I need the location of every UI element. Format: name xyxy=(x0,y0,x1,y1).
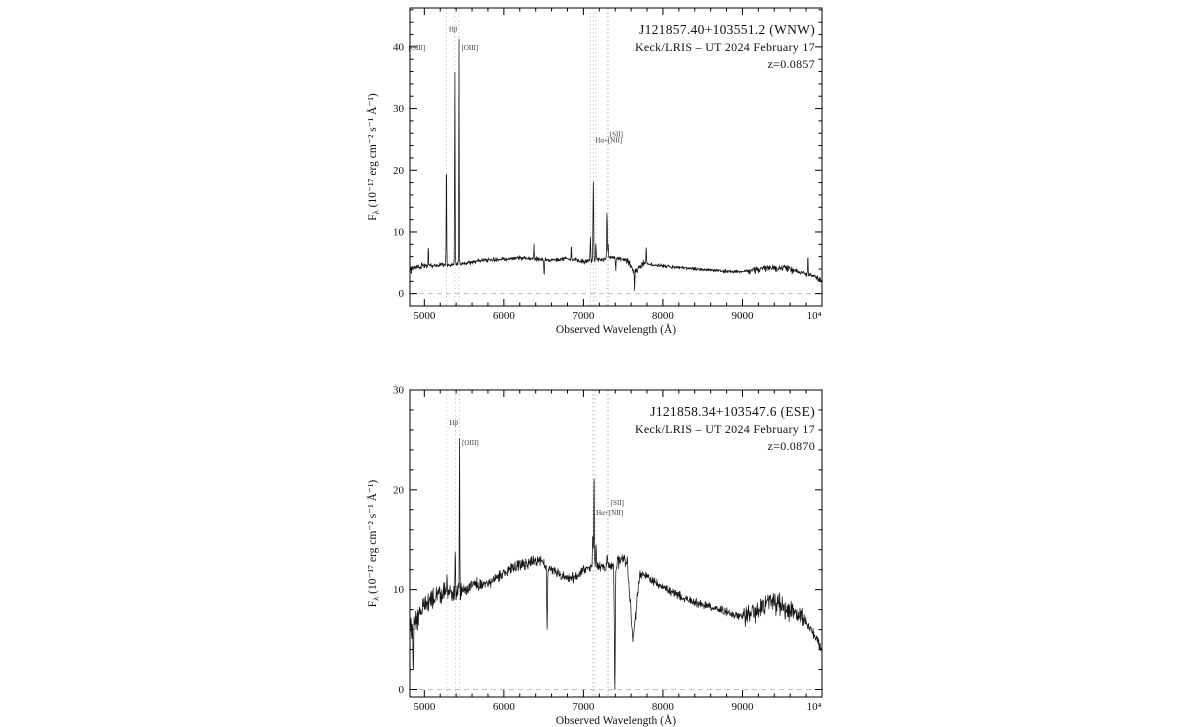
emission-line-label: Hα+[NII] xyxy=(596,508,624,517)
emission-line-label: Hβ xyxy=(448,25,458,34)
x-axis-label: Observed Wavelength (Å) xyxy=(555,324,677,336)
emission-line-label: Hβ xyxy=(449,418,459,427)
y-tick-label: 20 xyxy=(393,164,404,177)
y-tick-label: 10 xyxy=(393,226,404,239)
spectrum-trace xyxy=(410,39,822,291)
y-tick-label: 10 xyxy=(393,584,404,597)
spectrum-trace xyxy=(410,438,822,690)
x-tick-label: 8000 xyxy=(651,310,674,322)
x-axis-label: Observed Wavelength (Å) xyxy=(555,715,677,727)
plot-title: J121857.40+103551.2 (WNW) xyxy=(639,22,815,37)
x-tick-label: 5000 xyxy=(413,701,436,713)
x-tick-label: 9000 xyxy=(731,701,754,713)
spectrum-plot-ese xyxy=(360,380,840,727)
emission-line-label: Hα+[NII] xyxy=(595,136,623,145)
x-tick-label: 6000 xyxy=(492,310,515,322)
x-tick-label: 10⁴ xyxy=(806,701,822,713)
y-tick-label: 30 xyxy=(393,384,404,397)
x-tick-label: 7000 xyxy=(572,310,595,322)
emission-line-label: [OIII] xyxy=(461,43,479,52)
redshift-label: z=0.0857 xyxy=(767,57,815,71)
x-tick-label: 5000 xyxy=(413,310,436,322)
x-tick-label: 7000 xyxy=(572,701,595,713)
emission-line-label: [SII] xyxy=(610,498,624,507)
x-tick-label: 6000 xyxy=(492,701,515,713)
plot-subtitle: Keck/LRIS – UT 2024 February 17 xyxy=(634,40,815,54)
y-tick-label: 40 xyxy=(393,41,404,54)
y-tick-label: 20 xyxy=(393,484,404,497)
plot-frame xyxy=(410,390,822,697)
emission-line-label: [OIII] xyxy=(462,438,479,447)
emission-line-label: [SII] xyxy=(609,130,623,139)
spectrum-plot-wnw xyxy=(360,0,840,350)
redshift-label: z=0.0870 xyxy=(767,439,815,453)
y-axis-label: $F_\lambda$ (10⁻¹⁷ erg cm⁻² s⁻¹ Å⁻¹) xyxy=(367,479,381,608)
x-tick-label: 8000 xyxy=(651,701,674,713)
y-tick-label: 30 xyxy=(393,103,404,116)
y-tick-label: 0 xyxy=(398,288,404,301)
plot-title: J121858.34+103547.6 (ESE) xyxy=(650,404,815,419)
emission-line-label: [OIII] xyxy=(408,43,426,52)
plot-subtitle: Keck/LRIS – UT 2024 February 17 xyxy=(634,422,815,436)
x-tick-label: 9000 xyxy=(731,310,754,322)
y-tick-label: 0 xyxy=(398,684,404,697)
y-axis-label: $F_\lambda$ (10⁻¹⁷ erg cm⁻² s⁻¹ Å⁻¹) xyxy=(367,93,381,221)
x-tick-label: 10⁴ xyxy=(806,310,822,322)
